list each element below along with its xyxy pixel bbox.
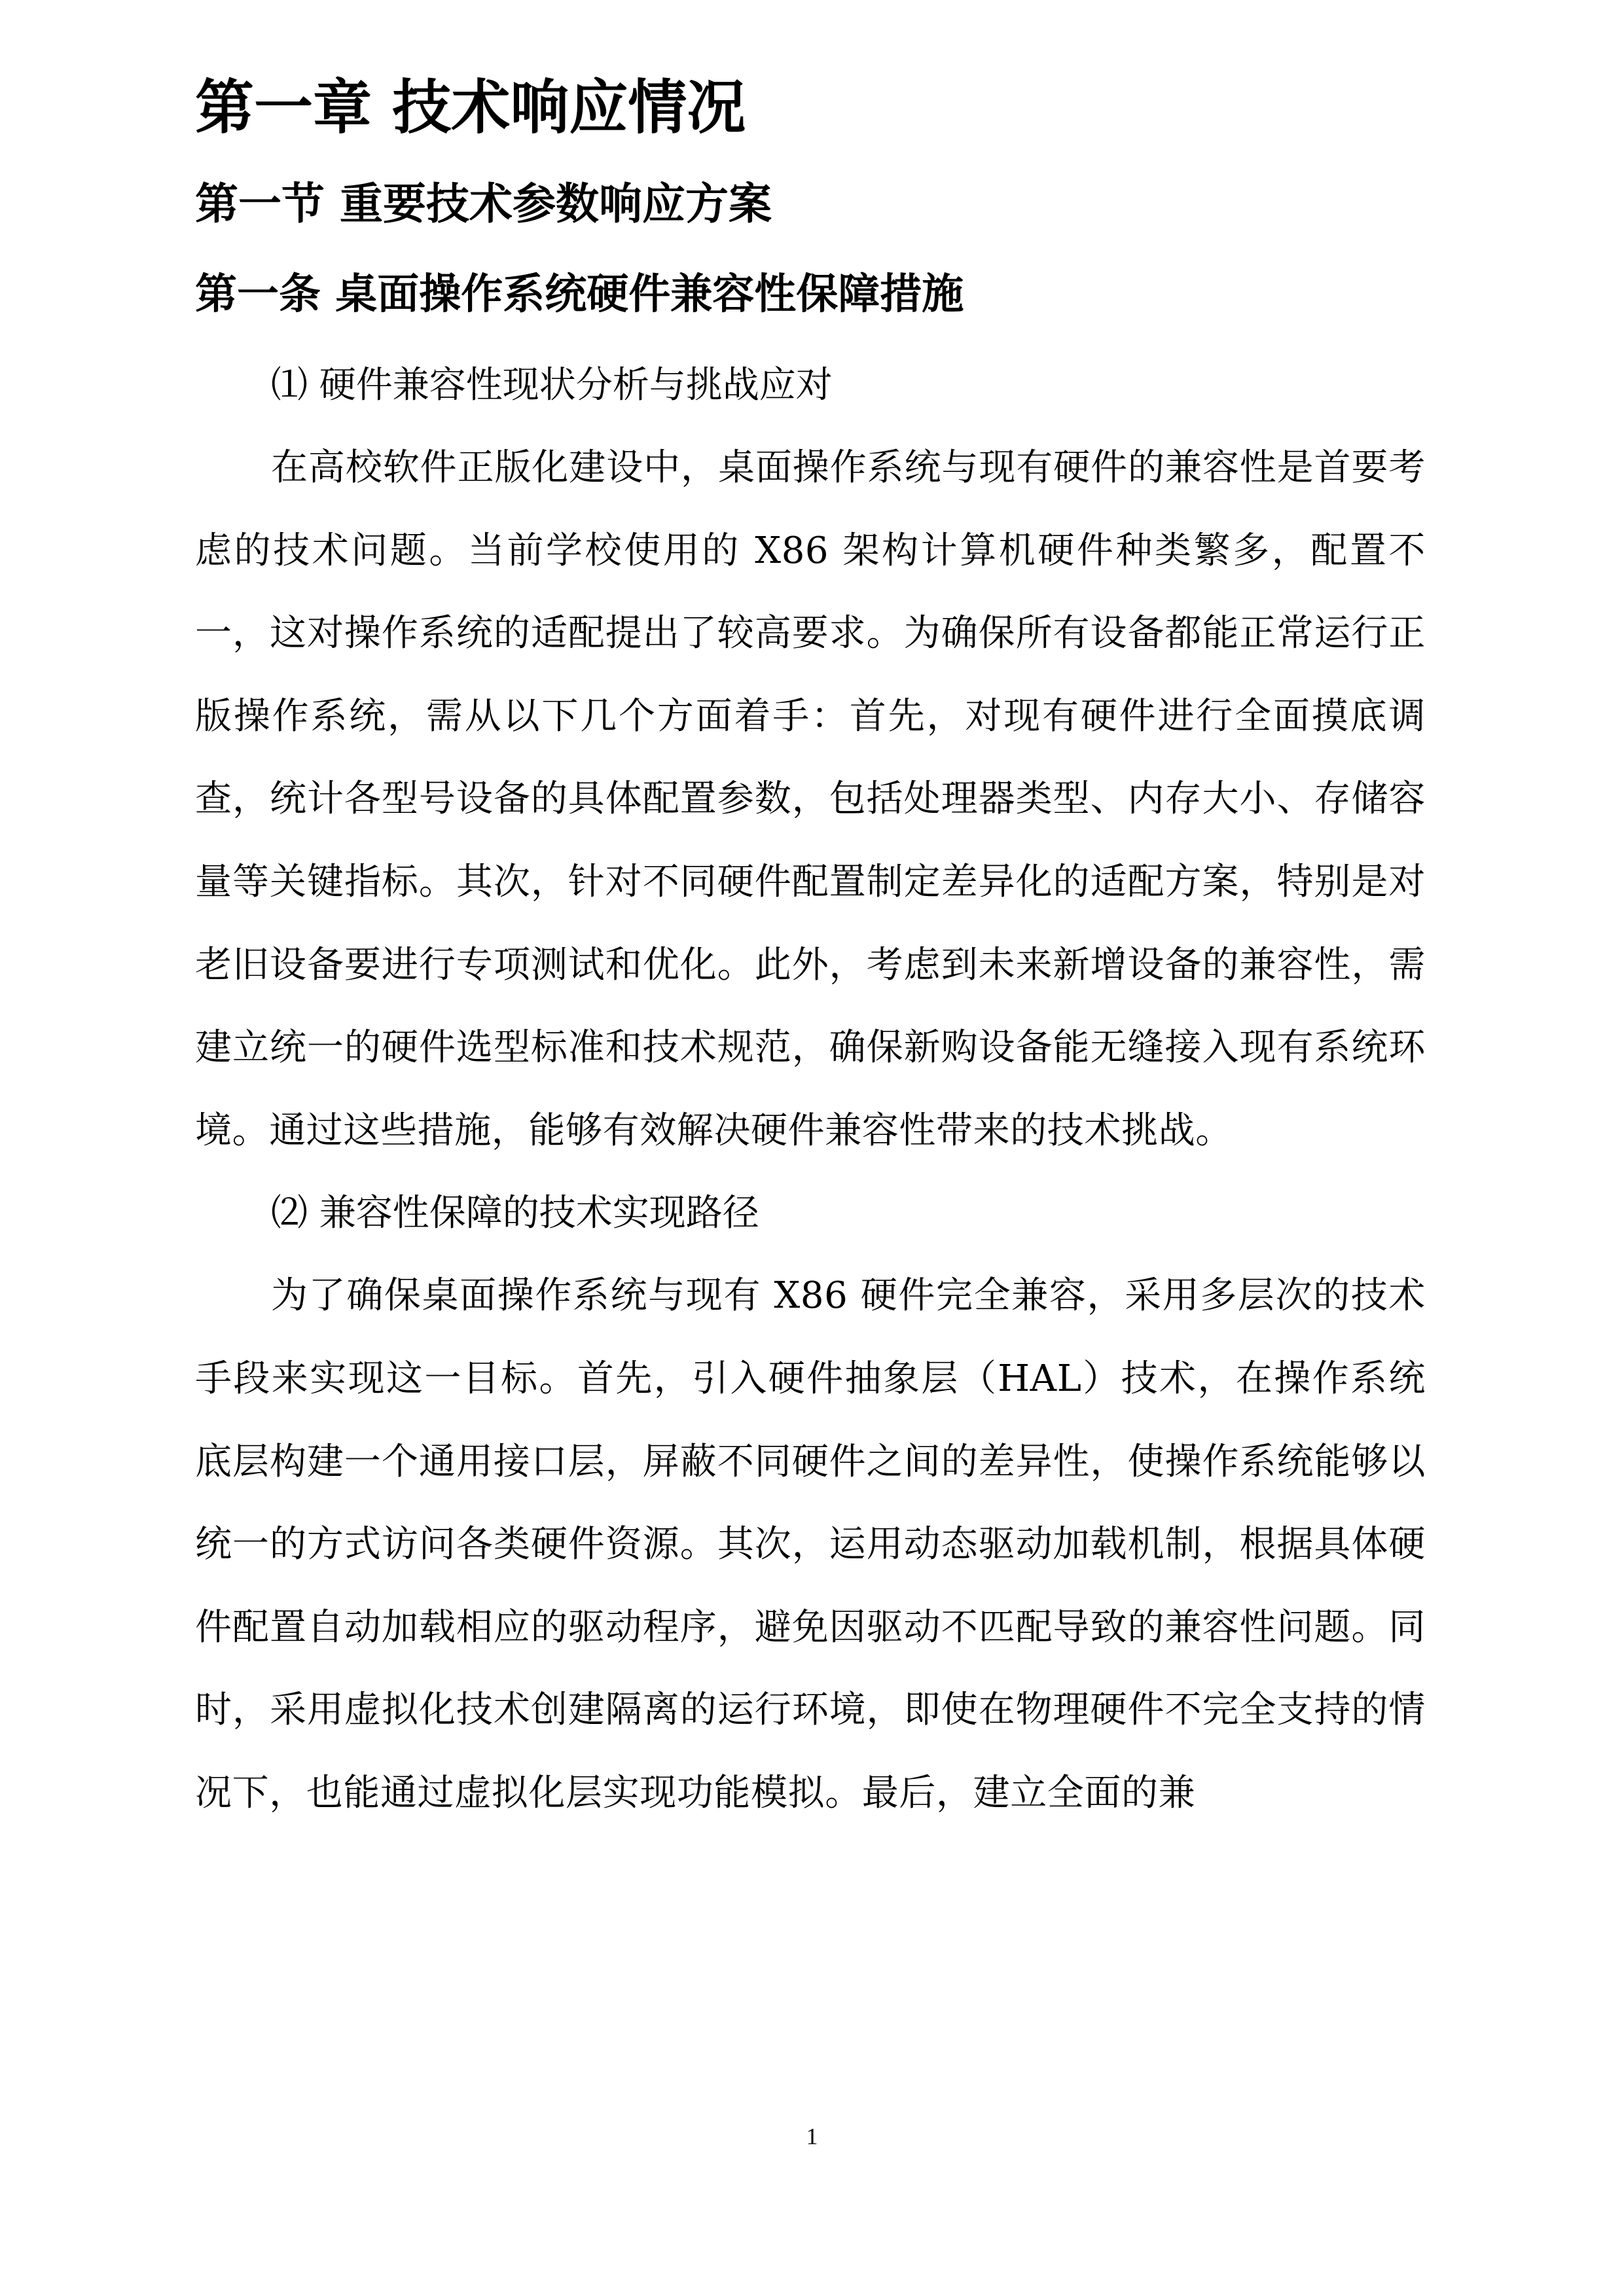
page-content [195,65,1426,1835]
section-title: 第一节 重要技术参数响应方案 [195,179,772,229]
body-paragraph-1: 在高校软件正版化建设中，桌面操作系统与现有硬件的兼容性是首要考虑的技术问题。当前学校使用的 X86 架构计算机硬件种类繁多，配置不一，这对操作系统的适配提出了较高要求。为确保所有设备都能正常运行正版操作系统，需从以下几个方面着手：首先，对现有硬件进行全面摸底调查，统计各型号设备的具体配置参数，包括处理器类型、内存大小、存储容量等关键指标。其次，针对不同硬件配置制定差异化的适配方案，特别是对老旧设备要进行专项测试和优化。此外，考虑到未来新增设备的兼容性，需建立统一的硬件选型标准和技术规范，确保新购设备能无缝接入现有系统环境。通过这些措施，能够有效解决硬件兼容性带来的技术挑战。 [195,446,1426,1152]
body-paragraph-2: 为了确保桌面操作系统与现有 X86 硬件完全兼容，采用多层次的技术手段来实现这一目标。首先，引入硬件抽象层（HAL）技术，在操作系统底层构建一个通用接口层，屏蔽不同硬件之间的差异性，使操作系统能够以统一的方式访问各类硬件资源。其次，运用动态驱动加载机制，根据具体硬件配置自动加载相应的驱动程序，避免因驱动不匹配导致的兼容性问题。同时，采用虚拟化技术创建隔离的运行环境，即使在物理硬件不完全支持的情况下，也能通过虚拟化层实现功能模拟。最后，建立全面的兼 [195,1274,1426,1814]
article-title: 第一条 桌面操作系统硬件兼容性保障措施 [195,270,964,319]
chapter-title: 第一章 技术响应情况 [195,73,746,142]
subsection-heading-1: ⑴ 硬件兼容性现状分析与挑战应对 [271,364,833,406]
subsection-heading-2: ⑵ 兼容性保障的技术实现路径 [271,1192,759,1235]
page-number: 1 [806,2123,818,2149]
